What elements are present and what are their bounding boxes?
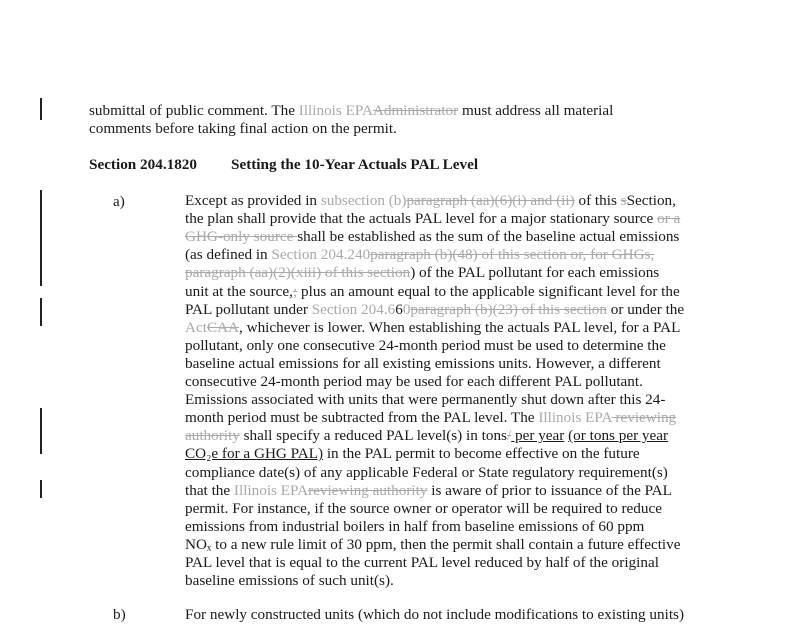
text-run: in the PAL permit to become effective on the future: [323, 445, 640, 463]
text-run: baseline actual emissions for all existing emissions units. However, a different: [185, 354, 661, 372]
para-a-line: [185, 192, 676, 210]
underlined-text: CO₂e for a GHG PAL): [185, 445, 324, 463]
para-a-line: [185, 500, 662, 518]
deleted-text: paragraph (aa)(2)(xiii) of this section: [185, 264, 411, 282]
text-run: compliance date(s) of any applicable Federal or State regulatory requirement(s): [185, 463, 668, 481]
text-run: 6: [395, 300, 403, 318]
para-a-line: [185, 554, 659, 572]
deleted-text: paragraph (aa)(6)(i) and (ii): [406, 192, 575, 209]
inserted-text: Act: [185, 318, 207, 336]
text-run: submittal of public comment. The: [89, 102, 299, 119]
deleted-text: reviewing authority: [308, 481, 428, 499]
text-run: NOₓ to a new rule limit of 30 ppm, then the permit shall contain a future effective: [185, 535, 681, 553]
para-b-label: b): [113, 606, 126, 623]
inserted-text: Illinois EPA: [538, 409, 612, 427]
para-a-line: [185, 301, 684, 319]
text-run: (as defined in: [185, 246, 272, 264]
text-run: that the: [185, 481, 234, 499]
deleted-text: authority: [185, 427, 240, 445]
para-a-line: [185, 518, 644, 536]
section-number: Section 204.1820: [89, 156, 197, 173]
text-run: month period must be subtracted from the PAL level. The: [185, 409, 539, 427]
inserted-text: Section 204.240: [271, 246, 371, 264]
para-a-line: [185, 373, 643, 391]
intro-line-1: [89, 102, 613, 120]
para-a-label: a): [113, 193, 125, 210]
change-bar: [40, 190, 42, 286]
para-a-line: [185, 409, 676, 427]
text-run: PAL level that is equal to the current PAL level reduced by half of the original: [185, 554, 659, 571]
para-b-line: [185, 606, 684, 624]
text-run: consecutive 24-month period may be used for each different PAL pollutant.: [185, 373, 643, 390]
para-a-line: [185, 391, 665, 409]
text-run: is aware of prior to issuance of the PAL: [427, 481, 672, 499]
text-run: of this: [574, 192, 621, 209]
change-bar: [40, 480, 42, 498]
inserted-text: Illinois EPA: [233, 481, 309, 499]
text-run: must address all material: [458, 102, 614, 119]
intro-line-2: [89, 120, 397, 138]
underlined-text: per year: [511, 427, 565, 445]
text-run: Except as provided in: [185, 192, 321, 209]
section-title: Setting the 10-Year Actuals PAL Level: [231, 156, 479, 173]
text-run: or under the: [606, 300, 685, 318]
para-a-line: [185, 355, 661, 373]
text-run: baseline emissions of such unit(s).: [185, 572, 394, 590]
deleted-text: ;: [292, 282, 298, 300]
para-a-line: [185, 536, 680, 554]
text-run: the plan shall provide that the actuals PAL level for a major stationary source: [185, 210, 658, 228]
para-a-line: [185, 427, 668, 445]
para-a-line: [185, 482, 672, 500]
text-run: , whichever is lower. When establishing the actuals PAL level, for a PAL: [239, 318, 681, 336]
deleted-text: /: [506, 427, 512, 445]
para-a-line: [185, 210, 680, 228]
deleted-text: CAA: [206, 318, 240, 336]
text-run: ) of the PAL pollutant for each emissions: [410, 264, 660, 282]
text-run: pollutant, only one consecutive 24-month period must be used to determine the: [185, 336, 666, 354]
text-run: Emissions associated with units that were permanently shut down after this 24-: [185, 391, 666, 409]
text-run: emissions from industrial boilers in half from baseline emissions of 60 ppm: [185, 517, 645, 535]
change-bar: [40, 98, 42, 120]
inserted-text: subsection (b): [320, 192, 407, 209]
inserted-text: 0: [402, 300, 411, 318]
text-run: For newly constructed units (which do not include modifications to existing units): [185, 606, 685, 623]
text-run: unit at the source,: [185, 282, 293, 300]
text-run: shall specify a reduced PAL level(s) in tons: [239, 427, 507, 445]
inserted-text: Section 204.6: [311, 300, 396, 318]
deleted-text: Administrator: [372, 102, 459, 119]
para-a-line: [185, 464, 668, 482]
change-bar: [40, 408, 42, 454]
deleted-text: or a: [657, 210, 681, 228]
text-run: comments before taking final action on the permit.: [89, 120, 397, 137]
inserted-text: Illinois EPA: [298, 102, 373, 119]
text-run: PAL pollutant under: [185, 300, 312, 318]
para-a-line: [185, 283, 680, 301]
para-a-line: [185, 337, 666, 355]
para-a-line: [185, 572, 394, 590]
para-a-line: [185, 319, 680, 337]
text-run: Section,: [626, 192, 676, 209]
deleted-text: s: [620, 192, 627, 209]
change-bar: [40, 298, 42, 326]
text-run: plus an amount equal to the applicable significant level for the: [297, 282, 680, 300]
underlined-text: (or tons per year: [568, 427, 669, 445]
para-a-line: [185, 246, 654, 264]
deleted-text: reviewing: [611, 409, 677, 427]
text-run: shall be established as the sum of the baseline actual emissions: [297, 228, 680, 246]
deleted-text: paragraph (b)(23) of this section: [410, 300, 607, 318]
deleted-text: paragraph (b)(48) of this section or, for GHGs,: [370, 246, 655, 264]
para-a-line: [185, 264, 659, 282]
para-a-line: [185, 445, 640, 463]
text-run: permit. For instance, if the source owner or operator will be required to reduce: [185, 499, 662, 517]
deleted-text: GHG-only source: [185, 228, 298, 246]
para-a-line: [185, 228, 679, 246]
